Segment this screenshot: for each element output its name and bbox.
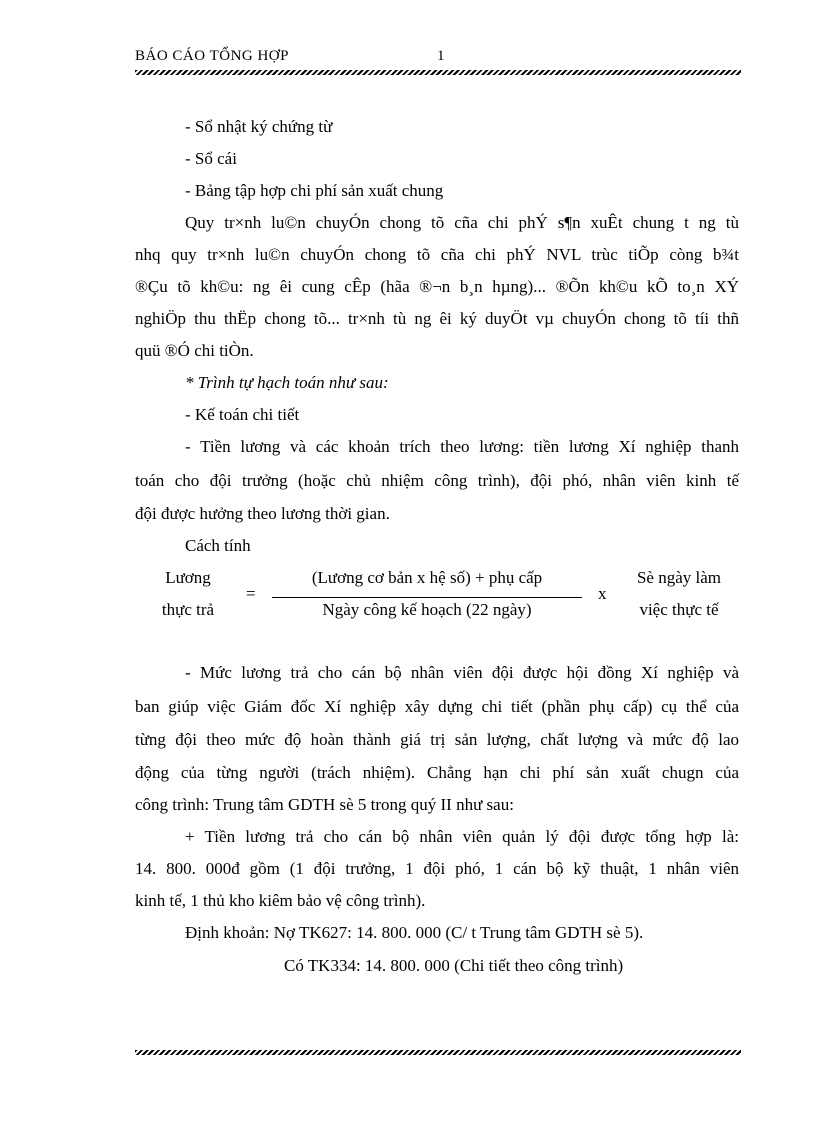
list-item: - Bảng tập hợp chi phí sản xuất chung: [185, 181, 444, 200]
paragraph-line: động của từng người (trách nhiệm). Chẳng hạn chi phí sản xuất chugn của: [135, 763, 739, 782]
paragraph-line: - Mức lương trả cho cán bộ nhân viên đội được hội đồng Xí nghiệp và: [185, 663, 739, 682]
formula-lhs-top: Lương: [165, 568, 211, 587]
paragraph-line: nghiÖp thu thËp chong tõ... tr×nh tù ng êi ký duyÖt vµ chuyÓn chong tõ tíi thñ: [135, 309, 739, 328]
paragraph-line: toán cho đội trưởng (hoặc chủ nhiệm công trình), đội phó, nhân viên kinh tế: [135, 471, 739, 490]
formula-rhs-bottom: việc thực tế: [639, 600, 719, 619]
formula-numerator: (Lương cơ bản x hệ số) + phụ cấp: [311, 568, 543, 587]
formula-times: x: [598, 584, 607, 603]
credit-entry: Có TK334: 14. 800. 000 (Chi tiết theo công trình): [284, 956, 624, 975]
paragraph-line: nhq quy tr×nh lu©n chuyÓn chong tõ cña chi phÝ NVL trùc tiÕp còng b¾t: [135, 245, 739, 264]
paragraph-line: 14. 800. 000đ gồm (1 đội trưởng, 1 đội phó, 1 cán bộ kỹ thuật, 1 nhân viên: [135, 859, 739, 878]
paragraph-line: đội được hưởng theo lương thời gian.: [135, 504, 390, 523]
header-title: BÁO CÁO TỔNG HỢP: [135, 48, 289, 64]
list-item: - Sổ nhật ký chứng từ: [185, 117, 333, 136]
header-divider: [135, 70, 741, 75]
formula-intro: Cách tính: [185, 536, 251, 555]
paragraph-line: từng đội theo mức độ hoàn thành giá trị sản lượng, chất lượng và mức độ lao: [135, 730, 739, 749]
footer-divider: [135, 1050, 741, 1055]
paragraph-line: kinh tế, 1 thủ kho kiêm bảo vệ công trình).: [135, 891, 426, 910]
paragraph-line: quü ®Ó chi tiÒn.: [135, 341, 254, 360]
fraction-bar: [272, 597, 582, 598]
paragraph-line: - Tiền lương và các khoản trích theo lương: tiền lương Xí nghiệp thanh: [185, 437, 739, 456]
formula-denominator: Ngày công kế hoạch (22 ngày): [322, 600, 532, 619]
detail-heading: - Kế toán chi tiết: [185, 405, 300, 424]
paragraph-line: công trình: Trung tâm GDTH sè 5 trong quý II như sau:: [135, 795, 514, 814]
formula-lhs-bottom: thực trả: [161, 600, 215, 619]
debit-entry: Định khoản: Nợ TK627: 14. 800. 000 (C/ t Trung tâm GDTH sè 5).: [185, 923, 644, 942]
page-number: 1: [437, 48, 445, 64]
formula-rhs-top: Sè ngày làm: [636, 568, 722, 587]
paragraph-line: + Tiền lương trả cho cán bộ nhân viên quản lý đội được tổng hợp là:: [185, 827, 739, 846]
procedure-heading: * Trình tự hạch toán như sau:: [185, 373, 389, 392]
list-item: - Sổ cái: [185, 149, 237, 168]
paragraph-line: ban giúp việc Giám đốc Xí nghiệp xây dựng chi tiết (phần phụ cấp) cụ thể của: [135, 697, 739, 716]
paragraph-line: Quy tr×nh lu©n chuyÓn chong tõ cña chi phÝ s¶n xuÊt chung t ng tù: [185, 213, 739, 232]
paragraph-line: ®Çu tõ kh©u: ng êi cung cÊp (hãa ®¬n b¸n hµng)... ®Õn kh©u kÕ to¸n XÝ: [135, 277, 739, 296]
formula-equals: =: [246, 584, 256, 603]
